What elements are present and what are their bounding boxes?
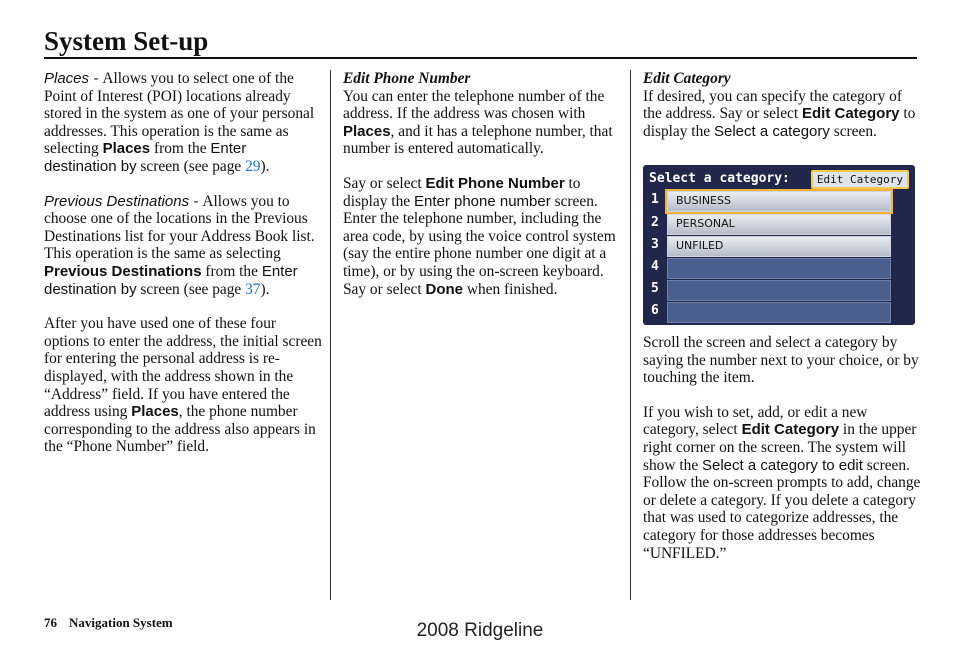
- ui-term: Places: [343, 122, 391, 140]
- watermark: 2008 Ridgeline: [416, 620, 544, 641]
- text: If you wish to set, add, or edit a new category, select: [643, 403, 868, 439]
- places-term: Places -: [44, 70, 103, 87]
- ui-term: Edit Phone Number: [425, 174, 565, 192]
- category-screenshot: [643, 165, 915, 325]
- text: Allows you to choose one of the locations in the Previous Destinations list for your Address Book list. This operation is the same as selecting: [44, 192, 315, 263]
- text: from the: [150, 140, 211, 158]
- column-divider: [630, 70, 631, 600]
- text: After you have used one of these four options to enter the address, the initial screen for entering the personal address is re-displayed, with the address shown in the “Address” field. If you have entered the address using: [44, 315, 322, 421]
- ui-term: Enter destination by: [44, 140, 247, 175]
- ui-term: Enter destination by: [44, 262, 298, 298]
- row-bar[interactable]: [667, 236, 891, 257]
- ui-term: Enter phone number: [413, 192, 551, 210]
- ui-term: Places: [102, 140, 151, 158]
- row-label: BUSINESS: [676, 194, 731, 207]
- phone-instructions-paragraph: [343, 175, 619, 298]
- ui-term: Done: [425, 280, 463, 298]
- ui-term: Previous Destinations: [44, 262, 202, 280]
- column-right: [643, 70, 923, 140]
- edit-category-heading: Edit Category: [643, 70, 731, 87]
- previous-destinations-paragraph: [44, 193, 322, 299]
- ui-term: Edit Category: [802, 105, 900, 123]
- previous-destinations-term: Previous Destinations -: [44, 192, 203, 210]
- category-row[interactable]: [647, 280, 909, 299]
- text: ).: [260, 157, 270, 175]
- row-label: UNFILED: [676, 239, 724, 252]
- page-number: 76: [44, 615, 57, 630]
- page-title: System Set-up: [44, 26, 209, 56]
- text: to display the: [343, 174, 581, 210]
- text: screen.: [829, 122, 877, 140]
- text: , the phone number corresponding to the address also appears in the “Phone Number” field.: [44, 403, 316, 456]
- edit-phone-heading: Edit Phone Number: [343, 70, 471, 87]
- category-row[interactable]: [647, 191, 909, 210]
- row-number: 3: [651, 237, 659, 252]
- phone-intro-paragraph: [343, 88, 619, 158]
- after-options-paragraph: [44, 315, 322, 456]
- text: If desired, you can specify the category of the address. Say or select: [643, 87, 902, 123]
- text: Say or select: [343, 174, 426, 192]
- text: , and it has a telephone number, that number is entered automatically.: [343, 122, 613, 158]
- text: in the upper right corner on the screen. The system will show the: [643, 421, 917, 474]
- text: from the: [201, 262, 262, 280]
- ui-term: Select a category to edit: [702, 456, 863, 474]
- row-number: 1: [651, 192, 659, 207]
- column-divider: [330, 70, 331, 600]
- row-bar[interactable]: [667, 191, 891, 212]
- scroll-paragraph: Scroll the screen and select a category by saying the number next to your choice, or by touching the item.: [643, 334, 919, 387]
- row-number: 2: [651, 215, 659, 230]
- ui-term: Edit Category: [741, 421, 840, 439]
- row-bar[interactable]: [667, 280, 891, 301]
- row-label: PERSONAL: [676, 217, 735, 230]
- row-number: 5: [651, 281, 659, 296]
- page-link-29[interactable]: 29: [245, 157, 261, 175]
- ui-term: Select a category: [713, 122, 830, 140]
- edit-category-button[interactable]: Edit Category: [811, 170, 909, 189]
- text: screen. Enter the telephone number, including the area code, by using the voice control system (say the entire phone number one digit at a time), or by using the on-screen keyboard. Say or select: [343, 192, 616, 298]
- places-paragraph: [44, 70, 322, 176]
- text: to display the: [643, 105, 916, 140]
- page-link-37[interactable]: 37: [245, 280, 261, 298]
- text: ).: [260, 280, 270, 298]
- footer-label: Navigation System: [69, 615, 173, 630]
- header-rule: [44, 57, 917, 59]
- row-bar[interactable]: [667, 258, 891, 279]
- category-row[interactable]: [647, 214, 909, 233]
- ui-term: Places: [131, 403, 179, 421]
- text: when finished.: [462, 280, 558, 298]
- column-middle: [343, 70, 619, 315]
- screenshot-title: Select a category:: [649, 171, 790, 186]
- edit-category-paragraph: [643, 404, 923, 562]
- category-row[interactable]: [647, 258, 909, 277]
- text: Allows you to select one of the Point of Interest (POI) locations already stored in the system as one of your personal addresses. This operation is the same as selecting: [44, 70, 315, 158]
- text: You can enter the telephone number of the address. If the address was chosen with: [343, 87, 605, 123]
- text: screen (see page: [136, 280, 246, 298]
- category-intro-paragraph: [643, 88, 923, 141]
- column-right-lower: [643, 334, 923, 579]
- text: screen. Follow the on-screen prompts to add, change or delete a category. If you delete a category that was used to categorize addresses, the category for those addresses becomes “UNFILED.”: [643, 456, 921, 562]
- row-number: 6: [651, 303, 659, 318]
- category-row[interactable]: [647, 236, 909, 255]
- row-number: 4: [651, 259, 659, 274]
- row-bar[interactable]: [667, 302, 891, 323]
- text: screen (see page: [136, 157, 246, 175]
- column-left: [44, 70, 322, 473]
- category-row[interactable]: [647, 302, 909, 321]
- row-bar[interactable]: [667, 214, 891, 235]
